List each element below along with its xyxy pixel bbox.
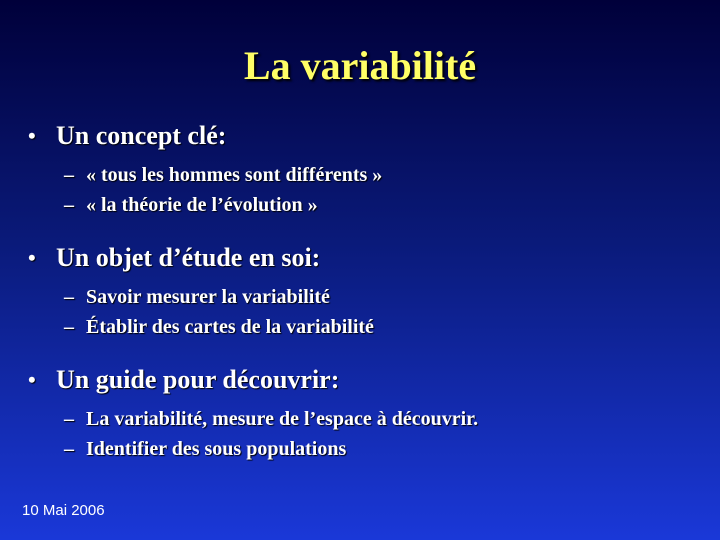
dash-icon: – xyxy=(64,438,74,460)
sub-item xyxy=(0,190,720,220)
bullet-item xyxy=(0,362,720,398)
sub-item-text: Établir des cartes de la variabilité xyxy=(86,316,374,338)
sub-item xyxy=(0,404,720,434)
bullet-item xyxy=(0,240,720,276)
sub-item-text: « la théorie de l’évolution » xyxy=(86,194,318,216)
dash-icon: – xyxy=(64,286,74,308)
sub-list xyxy=(0,160,720,220)
bullet-section xyxy=(0,118,720,220)
sub-item-text: « tous les hommes sont différents » xyxy=(86,164,383,186)
bullet-text: Un guide pour découvrir: xyxy=(56,365,340,394)
sub-item-text: La variabilité, mesure de l’espace à découvrir. xyxy=(86,408,479,430)
bullet-dot-icon: • xyxy=(28,245,36,270)
dash-icon: – xyxy=(64,194,74,216)
bullet-item xyxy=(0,118,720,154)
bullet-section xyxy=(0,362,720,464)
bullet-text: Un objet d’étude en soi: xyxy=(56,243,321,272)
sub-item xyxy=(0,434,720,464)
dash-icon: – xyxy=(64,408,74,430)
bullet-section xyxy=(0,240,720,342)
sub-item xyxy=(0,312,720,342)
dash-icon: – xyxy=(64,164,74,186)
sub-item xyxy=(0,282,720,312)
dash-icon: – xyxy=(64,316,74,338)
footer-date: 10 Mai 2006 xyxy=(22,502,105,519)
sub-item-text: Identifier des sous populations xyxy=(86,438,347,460)
bullet-text: Un concept clé: xyxy=(56,121,227,150)
bullet-dot-icon: • xyxy=(28,123,36,148)
sub-item-text: Savoir mesurer la variabilité xyxy=(86,286,330,308)
sub-list xyxy=(0,404,720,464)
sub-item xyxy=(0,160,720,190)
slide-title: La variabilité xyxy=(243,43,477,88)
bullet-dot-icon: • xyxy=(28,367,36,392)
sub-list xyxy=(0,282,720,342)
